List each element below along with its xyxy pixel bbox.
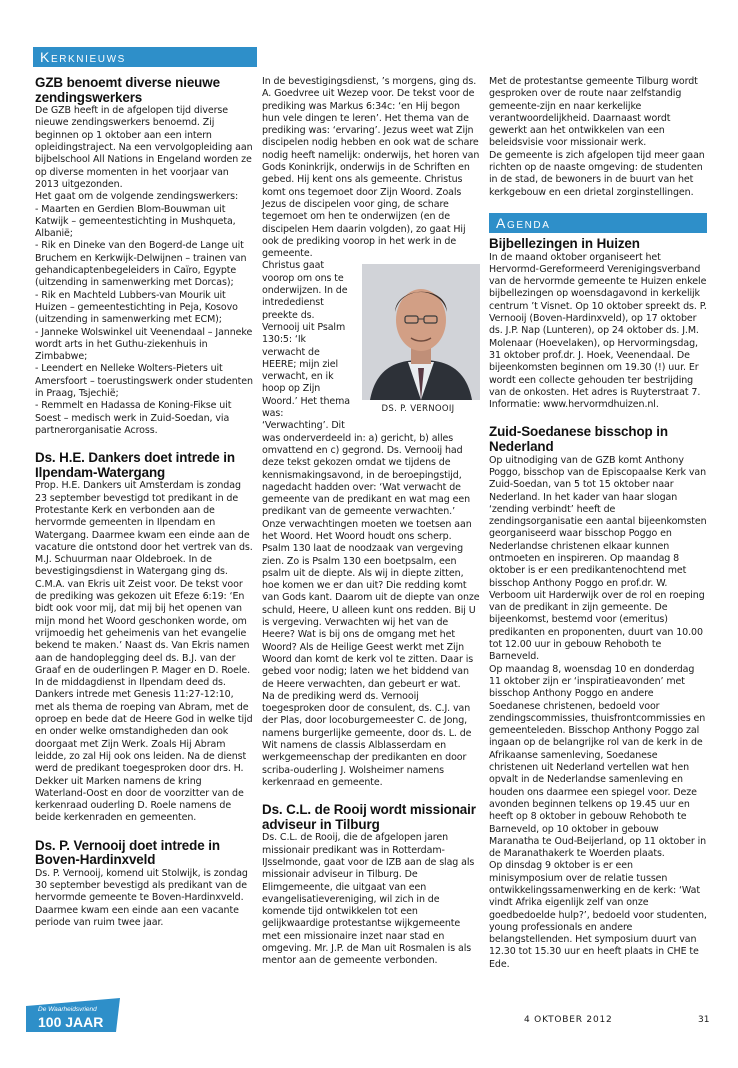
list-item: - Maarten en Gerdien Blom-Bouwman uit Katwijk – gemeentestichting in Mushqueta, Albanië; xyxy=(35,203,236,240)
paragraph: Op maandag 8, woensdag 10 en donderdag 11 oktober zijn er ‘inspiratieavonden’ met bisschop Anthony Poggo en andere Soedanese christenen, bedoeld voor zendingscommissies, thuisfrontcommissies en gemeenteleden. Bisschop Anthony Poggo zal ingaan op de belangrijke rol van de kerk in de Afrikaanse samenleving, Soedanese christenen uit Nederland vertellen wat hen opvalt in de Nederlandse samenleving en houden ons daarmee een spiegel voor. Deze avonden beginnen telkens op 19.45 uur en heeft op 8 oktober in gebouw Rehoboth te Barneveld, op 10 oktober in gebouw Maranatha te Oud-Beijerland, op 11 oktober in de Maranathakerk te Woerden plaats. xyxy=(489,663,707,860)
issue-date: 4 OKTOBER 2012 xyxy=(524,1015,613,1025)
logo-line1: De Waarheidsvriend xyxy=(38,1006,97,1013)
column-3 xyxy=(489,76,707,971)
paragraph: De gemeente is zich afgelopen tijd meer gaan richten op de naaste omgeving: de studenten in de stad, de bewoners in de buurt van het kerkgebouw en een drietal zorginstellingen. xyxy=(489,149,705,198)
paragraph: Op uitnodiging van de GZB komt Anthony Poggo, bisschop van de Episcopaalse Kerk van Zuid-Soedan, van 5 tot 15 oktober naar Nederland. In het kader van haar slogan ‘zending verbindt’ heeft de zendingsorganisatie een aantal bijeenkomsten georganiseerd waar bisschop Poggo en Nederlandse christenen elkaar kunnen ontmoeten en inspireren. Op maandag 8 oktober is er een predikantenochtend met bisschop Anthony Poggo en prof.dr. W. Verboom uit Harderwijk over de rol en roeping van de predikant in zijn gemeente. De bijeenkomst, bestemd voor (emeritus) predikanten en proponenten, duurt van 10.00 tot 12.00 uur in gebouw Rehoboth te Barneveld. xyxy=(489,454,707,663)
article-title-bijbellezingen: Bijbellezingen in Huizen xyxy=(489,235,640,251)
article-body-derooij: Ds. C.L. de Rooij, die de afgelopen jaren missionair predikant was in Rotterdam-IJsselmonde, gaat voor de IZB aan de slag als missionair adviseur in Tilburg. De Elimgemeente, die uitgaat van een evangelisatievereniging, wil zich in de komende tijd ontwikkelen tot een gelijkwaardige protestantse wijkgemeente met een missionaire inzet naar stad en omgeving. Mr. J.P. de Man uit Rosmalen is als mentor aan de gemeente verbonden. xyxy=(262,832,475,967)
page-number: 31 xyxy=(698,1015,710,1025)
column-1 xyxy=(35,76,253,929)
paragraph: Op dinsdag 9 oktober is er een minisymposium over de relatie tussen ontwikkelingssamenwerking en de kerk: ‘Wat vindt Afrika eigenlijk zelf van onze goedbedoelde hulp?’, bedoeld voor studenten, young professionals en andere belangstellenden. Het symposium duurt van 12.30 tot 15.30 uur en heeft plaats in CHE te Ede. xyxy=(489,860,707,970)
paragraph: In de bevestigingsdienst, ’s morgens, ging ds. A. Goedvree uit Wezep voor. De tekst voor de prediking was Markus 6:34c: ‘en Hij begon hun vele dingen te leren’. Het thema van de prediking was: ‘ervaring’. Jezus weet wat Zijn discipelen nodig hebben en ook wat de schare nodig heeft namelijk: onderwijs, het horen van Gods Koninkrijk, onderwijs in de Schriften en gebed. Hij kent ons als gemeente. Christus komt ons tegemoet door Zijn Woord. Zoals Jezus de discipelen voor ging, de schare tegemoet om hen te onderwijzen (en de discipelen Hem daarin volgden), zo gaat Hij ook de prediking voorop in het werk in de gemeente. xyxy=(262,76,480,260)
article-body-dankers: Prop. H.E. Dankers uit Amsterdam is zondag 23 september bevestigd tot predikant in de Protestante Kerk en verbonden aan de hervormde gemeenten in Ilpendam en Watergang. Daarmee kwam een einde aan de vacature die ontstond door het vertrek van ds. M.J. Schuurman naar Oldebroek. In de bevestigingsdienst in Watergang ging ds. C.M.A. van Ekris uit Zeist voor. De tekst voor de prediking was gekozen uit Efeze 6:19: ‘En bidt ook voor mij, dat mij bij het openen van mijn mond het Woord geschonken worde, om vrijmoedig het geheimenis van het evangelie bekend te maken.’ Naast ds. Van Ekris namen aan de handoplegging deel ds. B.J. van der Graaf en de ouderlingen P. Mager en D. Roele. In de middagdienst in Ilpendam deed ds. Dankers intrede met Genesis 11:27-12:10, met als thema de roeping van Abram, met de oproep en bede dat de Heere God in welke tijd en onder welke omstandigheden dan ook doorgaat met Zijn Werk. Zoals Hij Abram leidde, zo zal Hij ook ons leiden. Na de dienst werd de predikant toegesproken door drs. H. Dekker uit Marken namens de kring Waterland-Oost en door de voorzitter van de kerkenraad ouderling D. Roele namens de beide kerkenraden en gemeenten. xyxy=(35,480,253,824)
list-item: - Janneke Wolswinkel uit Veenendaal – Janneke wordt arts in het Guthu-ziekenhuis in Zimbabwe; xyxy=(35,326,253,363)
section-header-kerknieuws: Kerknieuws xyxy=(33,47,257,67)
article-title-derooij: Ds. C.L. de Rooij wordt missionair adviseur in Tilburg xyxy=(262,802,476,832)
waarheidsvriend-100-jaar-logo xyxy=(24,996,124,1034)
article-title-vernooij: Ds. P. Vernooij doet intrede in Boven-Hardinxveld xyxy=(35,837,220,868)
list-item: - Rik en Machteld Lubbers-van Mourik uit Huizen – gemeentestichting in Peja, Kosovo (uitzending in samenwerking met ECM); xyxy=(35,289,238,326)
article-title-bisschop: Zuid-Soedanese bisschop in Nederland xyxy=(489,424,668,455)
paragraph: Met de protestantse gemeente Tilburg wordt gesproken over de route naar zelfstandig gemeente-zijn en naar kerkelijke verantwoordelijkheid. Daarnaast wordt gewerkt aan het ontwikkelen van een beleidsvisie voor missionair werk. xyxy=(489,76,698,149)
list-item: - Remmelt en Hadassa de Koning-Fikse uit Soest – medisch werk in Zuid-Soedan, via partnerorganisatie Across. xyxy=(35,400,232,436)
article-body-vernooij: Ds. P. Vernooij, komend uit Stolwijk, is zondag 30 september bevestigd als predikant van de hervormde gemeente te Boven-Hardinxveld. Daarmee kwam een einde aan een vacante periode van ruim twee jaar. xyxy=(35,867,248,929)
portrait-photo xyxy=(356,264,480,416)
column-2 xyxy=(262,76,480,968)
portrait-image xyxy=(362,264,480,400)
paragraph: De GZB heeft in de afgelopen tijd diverse nieuwe zendingswerkers benoemd. Zij beginnen op 1 oktober aan een intern opleidingstraject. Na een vervolgopleiding aan bijbelschool All Nations in Engeland worden ze op diverse momenten in het voorjaar van 2013 uitgezonden. xyxy=(35,105,253,190)
paragraph: Na de prediking werd ds. Vernooij toegesproken door de consulent, ds. C.J. van der Plas, door locoburgemeester C. de Jong, namens burgerlijke gemeente, door ds. L. de Wit namens de classis Alblasserdam en werkgemeenschap der predikanten en door scriba-ouderling J. Wolsheimer namens kerkenraad en gemeente. xyxy=(262,690,472,788)
article-title-dankers: Ds. H.E. Dankers doet intrede in Ilpendam-Watergang xyxy=(35,450,235,480)
paragraph: Het gaat om de volgende zendingswerkers: xyxy=(35,191,239,203)
list-item: - Rik en Dineke van den Bogerd-de Lange uit Bruchem en Kerkwijk-Delwijnen – trainen van gehandicaptenbegeleiders in Caïro, Egypte (uitzending in samenwerking met Dorcas); xyxy=(35,240,247,289)
section-header-agenda: Agenda xyxy=(489,213,707,233)
article-body-gzb xyxy=(35,105,253,437)
article-body-bijbellezingen: In de maand oktober organiseert het Hervormd-Gereformeerd Verenigingsverband van de hervormde gemeente te Huizen enkele bijbellezingen op woensdagavond in kerkelijk centrum ’t Visnet. Op 10 oktober spreekt ds. P. Vernooij (Boven-Hardinxveld), op 17 oktober ds. J.P. Nap (Lunteren), op 24 oktober ds. J.M. Molenaar (Hoevelaken), op Hervormingsdag, 31 oktober prof.dr. J. Hoek, Veenendaal. De bijeenkomsten beginnen om 19.30 (!) uur. Er wordt een collecte gehouden ter bestrijding van de onkosten. Het adres is Ruyterstraat 7. Informatie: www.hervormdhuizen.nl. xyxy=(489,251,707,411)
paragraph: Christus gaat voorop om ons te onderwijzen. In de intrededienst preekte ds. Vernooij uit Psalm 130:5: ‘Ik verwacht de HEERE; mijn ziel verwacht, en ik hoop op Zijn Woord.’ Het thema was: ‘Verwachting’. Dit was onderverdeeld in: a) gericht, b) alles omvattend en c) gegrond. Ds. Vernooij had deze tekst gekozen omdat we tijdens de kennismakingsavond, in de beroepingstijd, nagedacht hadden over: ‘Wat verwacht de gemeente van de predikant en wat mag een predikant van de gemeente verwachten.’ Onze verwachtingen moeten we toetsen aan het Woord. Het Woord houdt ons scherp. Psalm 130 laat de noodzaak van vergeving zien. Zo is Psalm 130 een boetpsalm, een psalm uit de diepte. Als wij in diepte zitten, hoe komen we er dan uit? Die redding komt van Gods kant. Daarom uit de diepte van onze schuld, Heere, U alleen kunt ons redden. Bij U is vergeving. Verwachten wij het van de Heere? Wat is bij ons de omgang met het Woord? Als de Heilige Geest werkt met Zijn Woord dan komt de kerk vol te zitten. Daar is gebed voor nodig; laten we het biddend van de Heere verwachten, dan gebeurt er wat. xyxy=(262,260,480,690)
logo-line2: 100 JAAR xyxy=(38,1014,104,1030)
article-title-gzb: GZB benoemt diverse nieuwe zendingswerkers xyxy=(35,75,220,105)
photo-caption: DS. P. VERNOOIJ xyxy=(381,404,455,415)
list-item: - Leendert en Nelleke Wolters-Pieters uit Amersfoort – toerustingswerk onder studenten in Praag, Tsjechië; xyxy=(35,363,253,400)
